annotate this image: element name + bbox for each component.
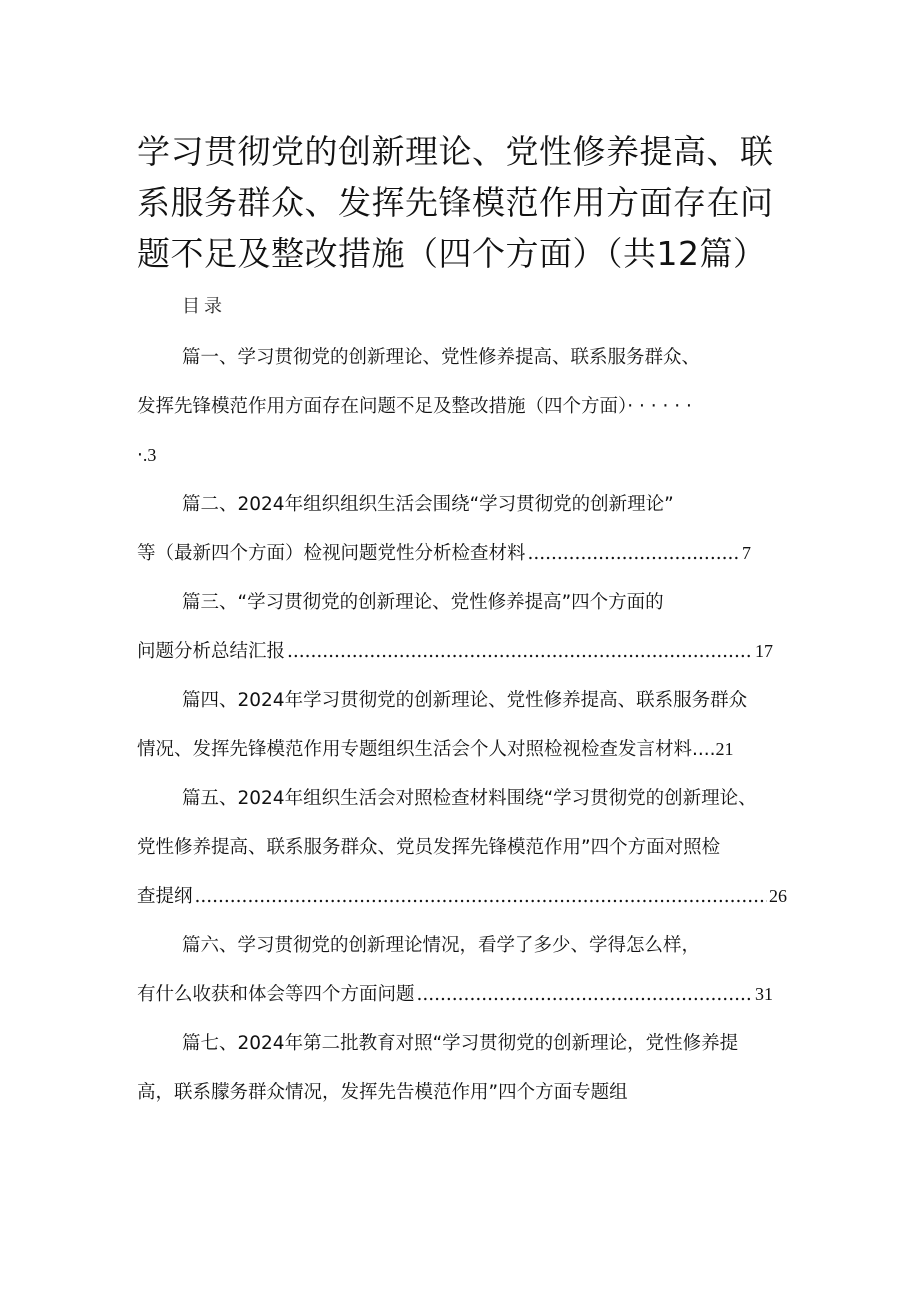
toc-line (137, 1019, 787, 1068)
toc-entry-text: 篇六、学习贯彻党的创新理论情况，看学了多少、学得怎么样， (182, 935, 701, 956)
toc-entry-text: 高，联系朦务群众情况，发挥先告模范作用”四个方面专题组 (137, 1082, 628, 1103)
toc-entry-5[interactable] (137, 774, 787, 921)
toc-heading: 目录 (182, 296, 226, 317)
toc-line (137, 333, 787, 382)
toc-entry-text: 篇一、学习贯彻党的创新理论、党性修养提高、联系服务群众、 (182, 347, 701, 368)
toc-page-number: 31 (755, 984, 773, 1004)
toc-line (137, 970, 787, 1019)
toc-entry-text: 发挥先锋模范作用方面存在问题不足及整改措施（四个方面）· · · · · · (137, 396, 692, 417)
toc-leader-dots (528, 529, 740, 578)
toc-line (137, 529, 787, 578)
toc-entry-text: 查提纲 (137, 886, 193, 907)
toc-entry-4[interactable] (137, 676, 787, 774)
toc-entry-text: 党性修养提高、联系服务群众、党员发挥先锋模范作用”四个方面对照检 (137, 837, 721, 858)
toc-line (137, 431, 787, 480)
toc-leader-dots (417, 970, 753, 1019)
toc-line (137, 774, 787, 823)
toc-entry-text: 等（最新四个方面）检视问题党性分析检查材料 (137, 543, 526, 564)
toc-page-number: 17 (755, 641, 773, 661)
toc-line (137, 1068, 787, 1117)
toc-line (137, 480, 787, 529)
toc-line (137, 676, 787, 725)
toc-entry-text: 篇二、2024年组织组织生活会围绕“学习贯彻党的创新理论” (182, 494, 674, 515)
toc-leader-dots (287, 627, 753, 676)
table-of-contents (137, 333, 787, 1117)
toc-line (137, 725, 787, 774)
toc-page-number: 26 (769, 886, 787, 906)
toc-entry-text: 问题分析总结汇报 (137, 641, 286, 662)
toc-line (137, 823, 787, 872)
document-title: 学习贯彻党的创新理论、党性修养提高、联系服务群众、发挥先锋模范作用方面存在问题不足及整改措施（四个方面）（共12篇） (137, 132, 774, 273)
toc-entry-text: · (137, 445, 143, 466)
toc-entry-text: 篇七、2024年第二批教育对照“学习贯彻党的创新理论，党性修养提 (182, 1033, 739, 1054)
toc-page-number: 21 (715, 739, 734, 759)
toc-line (137, 921, 787, 970)
toc-page-number: .3 (142, 445, 157, 465)
toc-entry-text: 情况、发挥先锋模范作用专题组织生活会个人对照检视检查发言材料.... (137, 739, 716, 760)
toc-leader-dots (195, 872, 767, 921)
toc-entry-6[interactable] (137, 921, 787, 1019)
toc-entry-2[interactable] (137, 480, 787, 578)
toc-entry-text: 篇四、2024年学习贯彻党的创新理论、党性修养提高、联系服务群众 (182, 690, 748, 711)
toc-page-number: 7 (742, 543, 751, 563)
toc-line (137, 872, 787, 921)
toc-entry-text: 有什么收获和体会等四个方面问题 (137, 984, 415, 1005)
toc-entry-text: 篇五、2024年组织生活会对照检查材料围绕“学习贯彻党的创新理论、 (182, 788, 757, 809)
toc-entry-3[interactable] (137, 578, 787, 676)
toc-entry-7[interactable] (137, 1019, 787, 1117)
toc-line (137, 578, 787, 627)
toc-line (137, 627, 787, 676)
toc-entry-1[interactable] (137, 333, 787, 480)
toc-line (137, 382, 787, 431)
toc-entry-text: 篇三、“学习贯彻党的创新理论、党性修养提高”四个方面的 (182, 592, 664, 613)
